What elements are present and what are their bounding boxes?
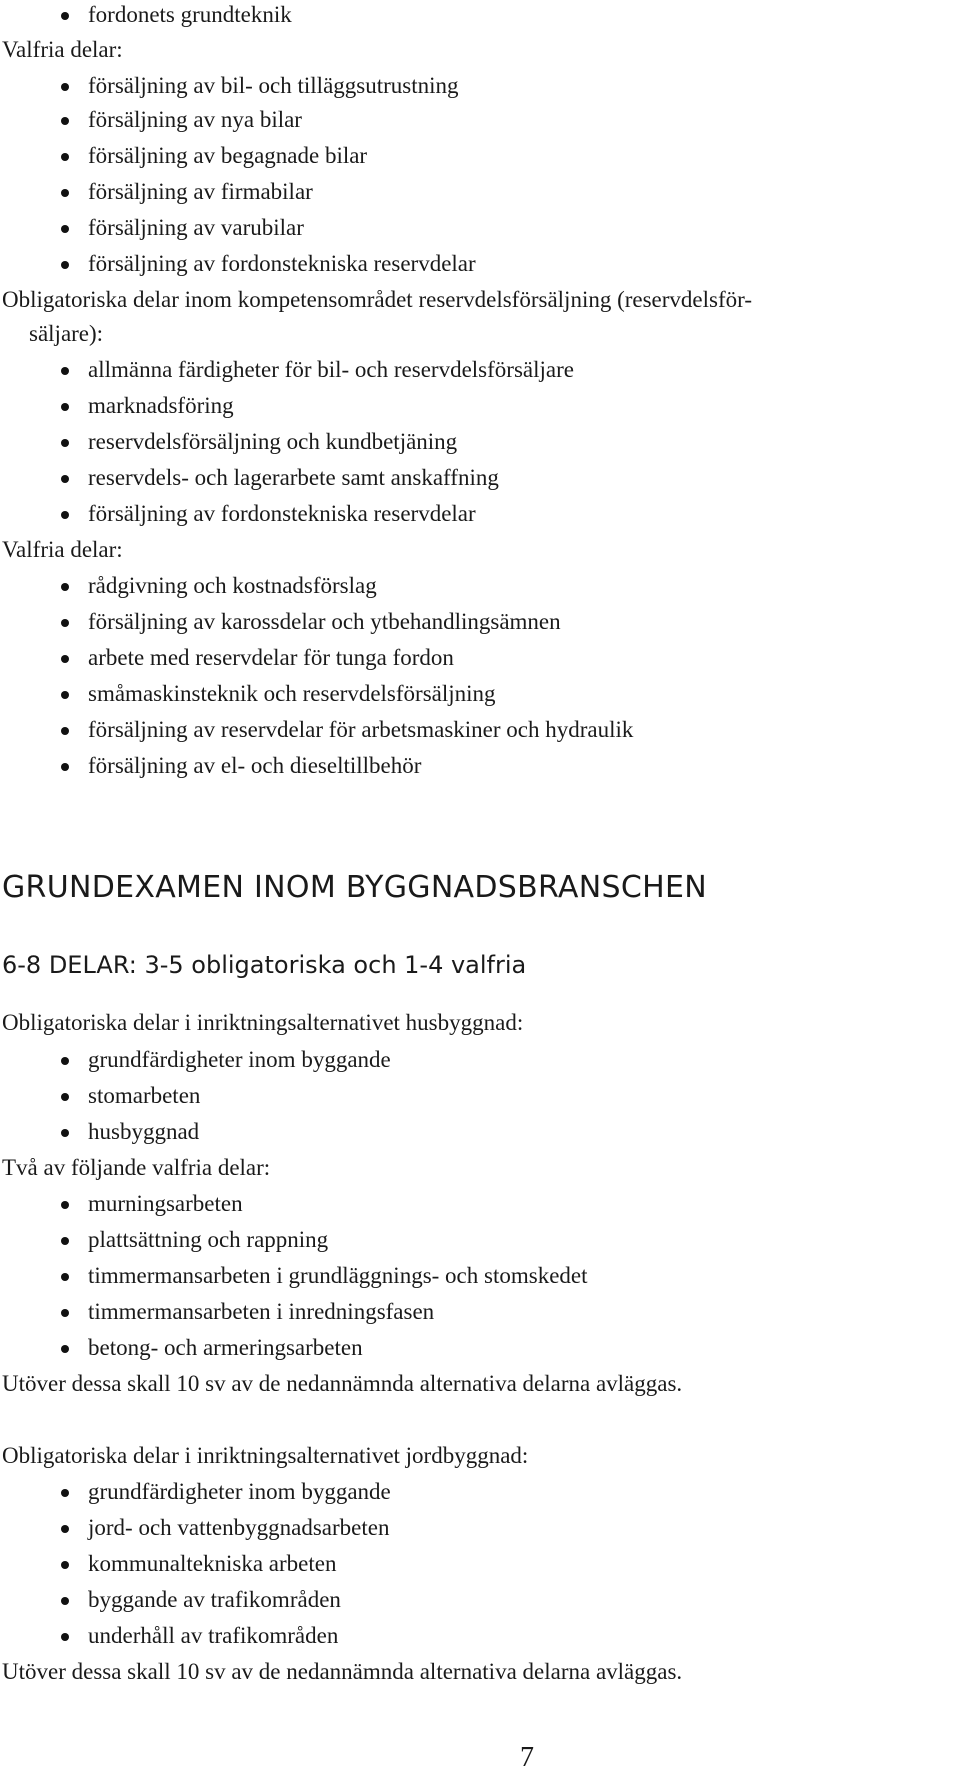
page-number: 7: [520, 1742, 534, 1773]
bullet-icon: [61, 189, 69, 197]
list-item-text: underhåll av trafikområden: [88, 1623, 339, 1648]
list-item-text: allmänna färdigheter för bil- och reservdelsförsäljare: [88, 357, 574, 382]
bullet-icon: [61, 655, 69, 663]
note-text: Utöver dessa skall 10 sv av de nedannämnda alternativa delarna avläggas.: [2, 1659, 683, 1684]
list-item-text: stomarbeten: [88, 1083, 201, 1108]
list-item-text: försäljning av el- och dieseltillbehör: [88, 753, 422, 778]
bullet-icon: [61, 763, 69, 771]
bullet-icon: [61, 1273, 69, 1281]
bullet-icon: [61, 1597, 69, 1605]
list-item-text: grundfärdigheter inom byggande: [88, 1479, 391, 1504]
bullet-icon: [61, 1093, 69, 1101]
list-item-text: reservdelsförsäljning och kundbetjäning: [88, 429, 458, 454]
bullet-icon: [61, 1489, 69, 1497]
bullet-icon: [61, 1309, 69, 1317]
bullet-icon: [61, 1561, 69, 1569]
list-item-text: timmermansarbeten i grundläggnings- och stomskedet: [88, 1263, 588, 1288]
section-title: GRUNDEXAMEN INOM BYGGNADSBRANSCHEN: [2, 870, 707, 905]
bullet-icon: [61, 1057, 69, 1065]
list-item-text: byggande av trafikområden: [88, 1587, 341, 1612]
bullet-icon: [61, 475, 69, 483]
list-item-text: kommunaltekniska arbeten: [88, 1551, 337, 1576]
note-text: Utöver dessa skall 10 sv av de nedannämnda alternativa delarna avläggas.: [2, 1371, 683, 1396]
bullet-icon: [61, 727, 69, 735]
list-item-text: fordonets grundteknik: [88, 2, 292, 27]
bullet-icon: [61, 439, 69, 447]
husbyggnad-label: Obligatoriska delar i inriktningsalternativet husbyggnad:: [2, 1010, 524, 1035]
list-item-text: försäljning av varubilar: [88, 215, 304, 240]
list-item-text: jord- och vattenbyggnadsarbeten: [88, 1515, 390, 1540]
list-item-text: arbete med reservdelar för tunga fordon: [88, 645, 454, 670]
list-item-text: småmaskinsteknik och reservdelsförsäljning: [88, 681, 496, 706]
list-item-text: försäljning av reservdelar för arbetsmaskiner och hydraulik: [88, 717, 634, 742]
bullet-icon: [61, 1201, 69, 1209]
oblig-label: Obligatoriska delar inom kompetensområdet reservdelsförsäljning (reservdelsför-: [2, 287, 752, 312]
jordbyggnad-label: Obligatoriska delar i inriktningsalternativet jordbyggnad:: [2, 1443, 529, 1468]
bullet-icon: [61, 1237, 69, 1245]
bullet-icon: [61, 12, 69, 20]
list-item-text: timmermansarbeten i inredningsfasen: [88, 1299, 435, 1324]
bullet-icon: [61, 1525, 69, 1533]
bullet-icon: [61, 1345, 69, 1353]
valfria-label: Valfria delar:: [2, 37, 123, 62]
list-item-text: reservdels- och lagerarbete samt anskaffning: [88, 465, 499, 490]
bullet-icon: [61, 1129, 69, 1137]
valfria-label: Valfria delar:: [2, 537, 123, 562]
list-item-text: marknadsföring: [88, 393, 234, 418]
list-item-text: betong- och armeringsarbeten: [88, 1335, 363, 1360]
bullet-icon: [61, 225, 69, 233]
list-item-text: rådgivning och kostnadsförslag: [88, 573, 377, 598]
list-item-text: försäljning av nya bilar: [88, 107, 302, 132]
list-item-text: försäljning av bil- och tilläggsutrustning: [88, 73, 459, 98]
list-item-text: försäljning av fordonstekniska reservdelar: [88, 501, 476, 526]
bullet-icon: [61, 153, 69, 161]
list-item-text: försäljning av karossdelar och ytbehandlingsämnen: [88, 609, 561, 634]
bullet-icon: [61, 1633, 69, 1641]
bullet-icon: [61, 691, 69, 699]
bullet-icon: [61, 511, 69, 519]
list-item-text: murningsarbeten: [88, 1191, 243, 1216]
bullet-icon: [61, 403, 69, 411]
valfria-label: Två av följande valfria delar:: [2, 1155, 271, 1180]
bullet-icon: [61, 619, 69, 627]
oblig-label-continuation: säljare):: [29, 321, 104, 346]
list-item-text: husbyggnad: [88, 1119, 200, 1144]
bullet-icon: [61, 83, 69, 91]
bullet-icon: [61, 583, 69, 591]
list-item-text: försäljning av fordonstekniska reservdelar: [88, 251, 476, 276]
list-item-text: plattsättning och rappning: [88, 1227, 329, 1252]
list-item-text: försäljning av firmabilar: [88, 179, 313, 204]
list-item-text: försäljning av begagnade bilar: [88, 143, 368, 168]
section-subtitle: 6-8 DELAR: 3-5 obligatoriska och 1-4 valfria: [2, 951, 527, 979]
bullet-icon: [61, 261, 69, 269]
bullet-icon: [61, 367, 69, 375]
bullet-icon: [61, 117, 69, 125]
list-item-text: grundfärdigheter inom byggande: [88, 1047, 391, 1072]
